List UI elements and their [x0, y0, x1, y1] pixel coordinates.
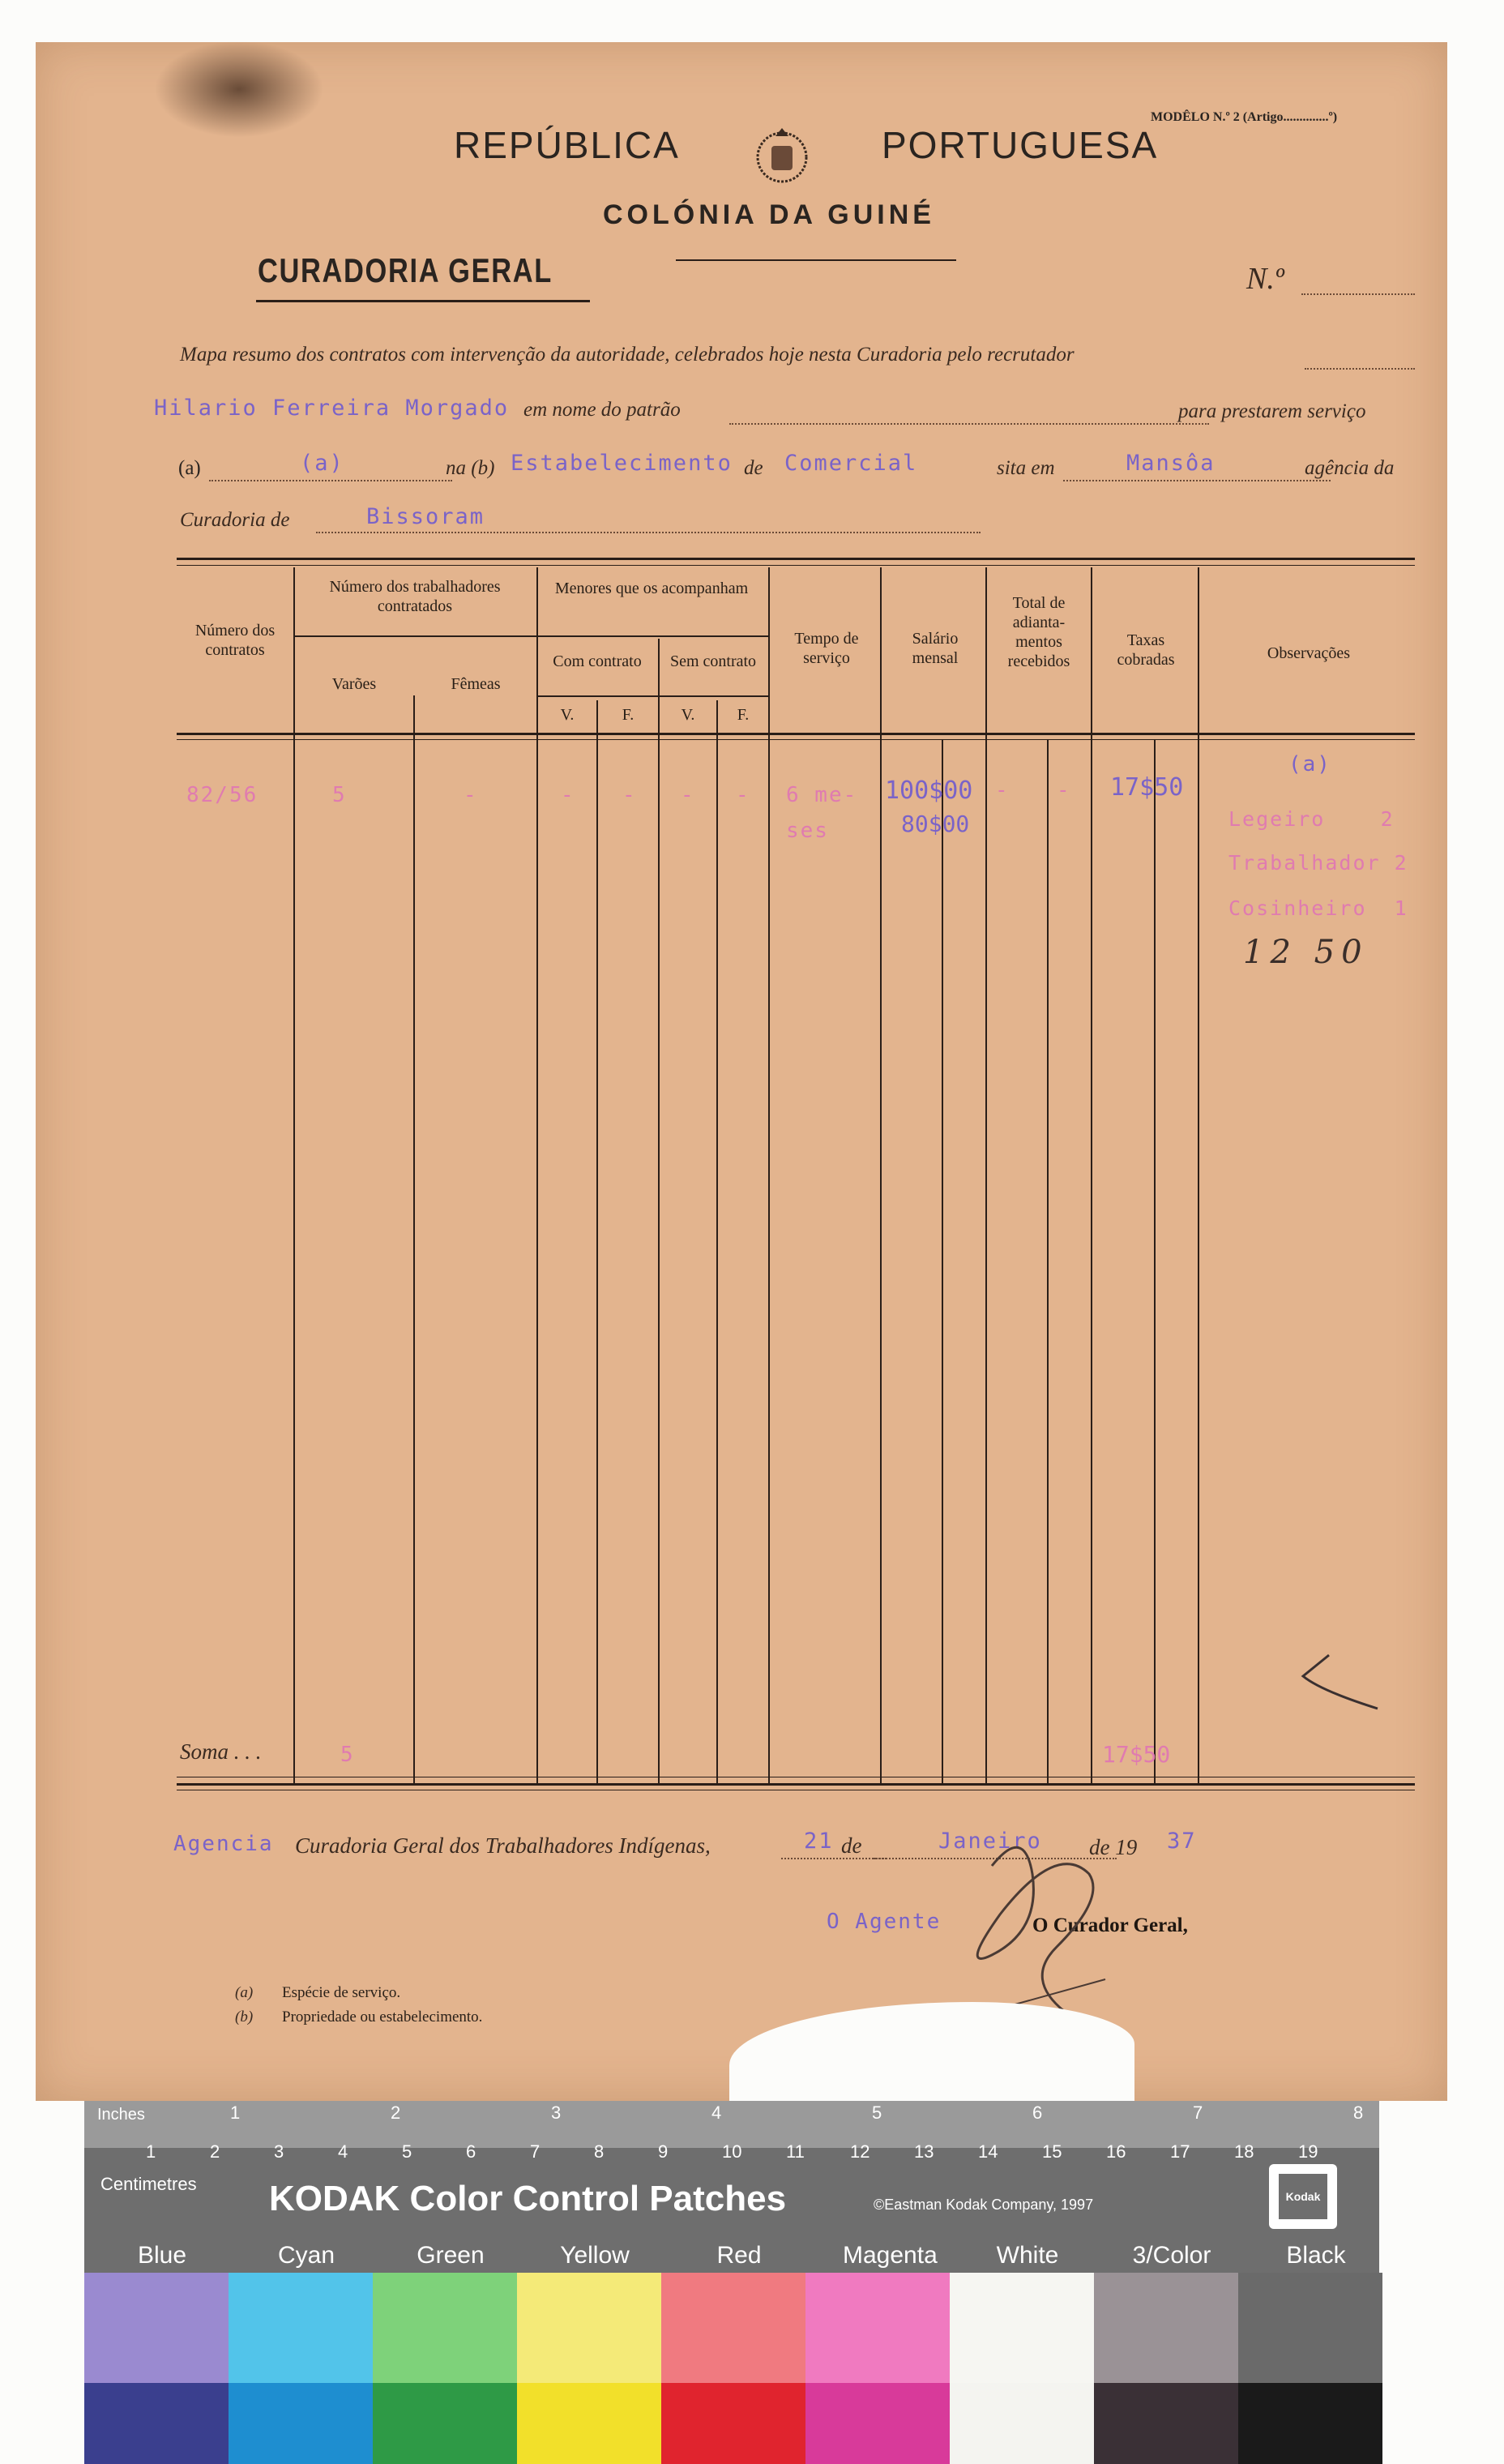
row-adiantamento-1: - — [995, 778, 1010, 802]
color-patch — [661, 2383, 805, 2464]
patch-label: White — [996, 2242, 1059, 2269]
kodak-logo — [1269, 2164, 1337, 2229]
header-total-adiantamentos: Total de adianta-mentos recebidos — [1007, 594, 1070, 670]
obs-line-2: Trabalhador 2 — [1228, 851, 1408, 875]
patch-label: Black — [1286, 2242, 1346, 2269]
local-value: Mansôa — [1126, 451, 1216, 476]
kodak-copyright: ©Eastman Kodak Company, 1997 — [874, 2197, 1094, 2213]
para-prestarem-label: para prestarem serviço — [1178, 400, 1366, 422]
color-patch — [373, 2383, 517, 2464]
cm-tick: 16 — [1106, 2141, 1126, 2162]
cm-tick: 4 — [338, 2141, 348, 2162]
cm-tick: 11 — [786, 2141, 805, 2162]
sita-em-label: sita em — [997, 457, 1055, 479]
header-f2: F. — [737, 706, 750, 724]
header-femeas: Fêmeas — [451, 675, 501, 693]
de-label: de — [744, 457, 763, 479]
numero-field — [1301, 293, 1415, 295]
agencia-stamp: Agencia — [173, 1832, 274, 1856]
kodak-logo-text: Kodak — [1279, 2174, 1327, 2219]
col-line — [1198, 567, 1199, 1783]
color-patch-light — [373, 2273, 517, 2383]
nota-a-key: (a) — [235, 1984, 254, 2001]
comercial-value: Comercial — [784, 451, 918, 476]
cm-tick: 18 — [1234, 2141, 1254, 2162]
header-com-contrato: Com contrato — [553, 652, 642, 670]
pencil-check-mark — [1297, 1652, 1386, 1717]
color-patch-light — [1238, 2273, 1382, 2383]
row-varoes: 5 — [332, 783, 347, 807]
obs-handwritten: 12 50 — [1243, 934, 1369, 971]
col-line — [985, 567, 987, 1783]
patch-label: Green — [417, 2242, 485, 2269]
soma-varoes: 5 — [340, 1743, 355, 1767]
col-line — [1154, 739, 1156, 1783]
ink-stain — [154, 41, 324, 138]
patrao-field — [729, 423, 1209, 425]
dia-dots — [781, 1858, 887, 1859]
curadoria-footer-text: Curadoria Geral dos Trabalhadores Indígenas, — [295, 1833, 711, 1858]
color-patch — [1238, 2383, 1382, 2464]
obs-ref: (a) — [1288, 752, 1331, 776]
header-tempo: Tempo de serviço — [794, 630, 859, 667]
row-taxas: 17$50 — [1110, 773, 1184, 802]
sita-dots — [1063, 480, 1331, 481]
curadoria-geral-heading: CURADORIA GERAL — [258, 251, 553, 289]
row-salario-1: 100$00 — [885, 776, 973, 805]
color-patch-light — [517, 2273, 661, 2383]
row-menor-1: - — [561, 783, 575, 807]
em-nome-label: em nome do patrão — [523, 399, 681, 421]
table-header-rule — [177, 733, 1415, 735]
cm-tick: 13 — [914, 2141, 934, 2162]
patch-label: Cyan — [277, 2242, 335, 2269]
footer-dia: 21 — [804, 1829, 834, 1854]
inch-tick: 8 — [1353, 2103, 1364, 2123]
row-adiantamento-2: - — [1057, 778, 1071, 802]
cm-tick: 6 — [466, 2141, 476, 2162]
curadoria-dots — [316, 532, 981, 533]
kodak-color-control-strip — [84, 2101, 1379, 2464]
cm-tick: 15 — [1042, 2141, 1062, 2162]
color-patch-light — [950, 2273, 1094, 2383]
coat-of-arms-emblem — [747, 120, 817, 190]
a-label: (a) — [178, 457, 201, 479]
inch-tick: 1 — [230, 2103, 241, 2123]
obs-line-3: Cosinheiro 1 — [1228, 896, 1408, 920]
curadoria-de-label: Curadoria de — [180, 509, 290, 531]
color-patch — [517, 2383, 661, 2464]
cm-tick: 19 — [1298, 2141, 1318, 2162]
table-top-rule-2 — [177, 565, 1415, 566]
row-femeas: - — [464, 783, 478, 807]
col-line — [658, 639, 660, 1783]
republica-left: REPÚBLICA — [454, 124, 680, 166]
nota-a: Espécie de serviço. — [282, 1984, 401, 2001]
header-varoes: Varões — [331, 675, 377, 693]
footer-ano: 37 — [1167, 1829, 1197, 1854]
header-f1: F. — [622, 706, 634, 724]
table-top-rule — [177, 558, 1415, 560]
colonia-title: COLÓNIA DA GUINÉ — [603, 199, 935, 230]
curadoria-underline — [256, 300, 590, 302]
header-menores: Menores que os acompanham — [554, 580, 749, 597]
footer-de: de — [841, 1833, 862, 1858]
inch-tick: 3 — [551, 2103, 562, 2123]
soma-label: Soma . . . — [180, 1739, 262, 1764]
inch-tick: 7 — [1193, 2103, 1203, 2123]
color-patch — [1094, 2383, 1238, 2464]
kodak-title: KODAK Color Control Patches — [269, 2179, 787, 2218]
color-patch-light — [661, 2273, 805, 2383]
header-salario: Salário mensal — [912, 630, 959, 667]
table-header-rule-2 — [177, 739, 1415, 740]
header-numero-trabalhadores: Número dos trabalhadores contratados — [329, 578, 501, 615]
na-b-label: na (b) — [446, 457, 495, 479]
row-menor-3: - — [681, 783, 695, 807]
header-sem-contrato: Sem contrato — [669, 652, 757, 670]
header-subrule — [293, 635, 536, 637]
cm-tick: 10 — [722, 2141, 742, 2162]
color-patch-light — [84, 2273, 229, 2383]
color-patch-light — [1094, 2273, 1238, 2383]
obs-line-1: Legeiro 2 — [1228, 807, 1395, 831]
curador-geral-label: O Curador Geral, — [1032, 1914, 1188, 1936]
inch-tick: 5 — [872, 2103, 882, 2123]
col-line — [293, 567, 295, 1783]
inch-tick: 4 — [711, 2103, 722, 2123]
document-sheet — [36, 42, 1447, 2101]
row-contrato: 82/56 — [186, 783, 258, 807]
cm-tick: 9 — [658, 2141, 669, 2162]
color-patch-light — [805, 2273, 950, 2383]
cm-tick: 3 — [274, 2141, 284, 2162]
header-subrule — [536, 635, 768, 637]
color-patch — [229, 2383, 373, 2464]
patch-label: Red — [716, 2242, 762, 2269]
patch-label: Magenta — [843, 2242, 938, 2269]
table-bottom-rule — [177, 1783, 1415, 1786]
header-subrule — [536, 695, 768, 697]
a-value: (a) — [300, 451, 344, 476]
cm-tick: 7 — [530, 2141, 540, 2162]
soma-taxas: 17$50 — [1102, 1741, 1171, 1768]
inch-tick: 2 — [391, 2103, 401, 2123]
modelo-reference: MODÊLO N.º 2 (Artigo..............º) — [1151, 110, 1338, 124]
header-v1: V. — [560, 706, 575, 724]
intro-text: Mapa resumo dos contratos com intervenção da autoridade, celebrados hoje nesta Curadoria pelo recrutador — [180, 344, 1075, 366]
cm-tick: 1 — [146, 2141, 156, 2162]
header-numero-contratos: Número dos contratos — [194, 622, 276, 659]
recrutador-dots — [1305, 368, 1415, 370]
color-patch — [950, 2383, 1094, 2464]
col-line — [716, 700, 718, 1783]
color-patch-light — [229, 2273, 373, 2383]
a-dots — [209, 480, 452, 481]
nota-b: Propriedade ou estabelecimento. — [282, 2008, 483, 2026]
estabelecimento-value: Estabelecimento — [511, 451, 733, 476]
col-line — [413, 695, 415, 1783]
col-line — [768, 567, 770, 1783]
patch-label: Blue — [137, 2242, 187, 2269]
row-salario-2: 80$00 — [901, 811, 970, 837]
cm-tick: 17 — [1170, 2141, 1190, 2162]
nota-b-key: (b) — [235, 2008, 254, 2026]
cm-tick: 2 — [210, 2141, 220, 2162]
header-rule — [676, 259, 956, 261]
agencia-da-label: agência da — [1305, 457, 1395, 479]
header-v2: V. — [681, 706, 695, 724]
inch-tick: 6 — [1032, 2103, 1043, 2123]
col-line — [1047, 739, 1049, 1783]
row-menor-2: - — [622, 783, 637, 807]
cm-tick: 5 — [402, 2141, 412, 2162]
footer-mes: Janeiro — [938, 1829, 1042, 1854]
footer-de-ano: de 19 — [1089, 1835, 1138, 1859]
header-observacoes: Observações — [1267, 644, 1351, 662]
cm-tick: 8 — [594, 2141, 605, 2162]
row-tempo-1: 6 me- — [786, 783, 858, 807]
col-line — [536, 567, 538, 1783]
numero-label: N.º — [1246, 262, 1284, 296]
col-line — [942, 739, 943, 1783]
color-patch — [84, 2383, 229, 2464]
recrutador-name: Hilario Ferreira Morgado — [154, 396, 510, 421]
curadoria-value: Bissoram — [366, 504, 485, 529]
patch-label: Yellow — [560, 2242, 630, 2269]
header-taxas: Taxas cobradas — [1117, 631, 1175, 669]
cm-tick: 12 — [850, 2141, 870, 2162]
inches-label: Inches — [97, 2106, 145, 2124]
col-line — [1091, 567, 1092, 1783]
patch-label: 3/Color — [1132, 2242, 1211, 2269]
col-line — [880, 567, 882, 1783]
centimetres-label: Centimetres — [100, 2174, 197, 2194]
cm-tick: 14 — [978, 2141, 998, 2162]
agente-stamp: O Agente — [827, 1910, 942, 1934]
republica-right: PORTUGUESA — [882, 124, 1159, 166]
row-menor-4: - — [736, 783, 750, 807]
color-patch — [805, 2383, 950, 2464]
col-line — [596, 700, 598, 1783]
row-tempo-2: ses — [786, 819, 829, 843]
